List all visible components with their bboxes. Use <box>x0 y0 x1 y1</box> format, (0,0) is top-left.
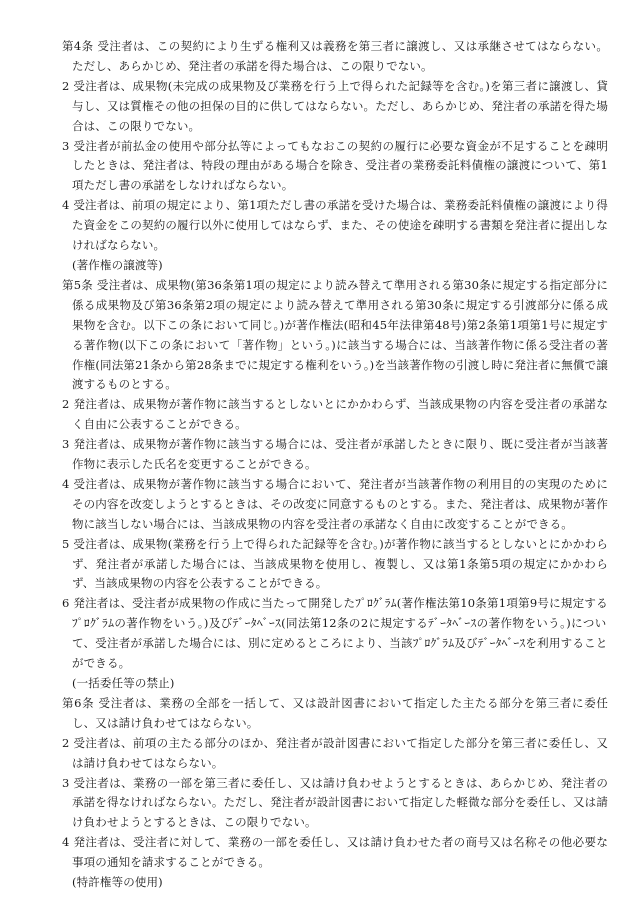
article-5-para-2: 2 発注者は、成果物が著作物に該当するとしないとにかかわらず、当該成果物の内容を受注者の承諾なく自由に公表することができる。 <box>62 397 608 432</box>
heading-copyright-transfer: (著作権の譲渡等) <box>72 257 163 272</box>
article-5-para-6: 6 発注者は、受注者が成果物の作成に当たって開発したﾌﾟﾛｸﾞﾗﾑ(著作権法第10条第1項第9号に規定するﾌﾟﾛｸﾞﾗﾑの著作物をいう。)及びﾃﾞｰﾀﾍﾞｰｽ(同法第12条の2に規定するﾃﾞｰﾀﾍﾞｰｽの著作物をいう。)について、受注者が承諾した場合には、別に定めるところにより、当該ﾌﾟﾛｸﾞﾗﾑ及びﾃﾞｰﾀﾍﾞｰｽを利用することができる。 <box>62 596 608 671</box>
article-6-para-2: 2 受注者は、前項の主たる部分のほか、発注者が設計図書において指定した部分を第三者に委任し、又は請け負わせてはならない。 <box>62 735 608 770</box>
heading-prohibition-of-subcontracting: (一括委任等の禁止) <box>72 676 175 690</box>
article-4-para-2: 2 受注者は、成果物(未完成の成果物及び業務を行う上で得られた記録等を含む。)を第三者に譲渡し、貸与し、又は質権その他の担保の目的に供してはならない。ただし、あらかじめ、発注者の承諾を得た場合は、この限りでない。 <box>62 78 608 133</box>
article-6-para-1: 第6条 受注者は、業務の全部を一括して、又は設計図書において指定した主たる部分を第三者に委任し、又は請け負わせてはならない。 <box>62 695 608 730</box>
article-4-para-3: 3 受注者が前払金の使用や部分払等によってもなおこの契約の履行に必要な資金が不足することを疎明したときは、発注者は、特段の理由がある場合を除き、受注者の業務委託料債権の譲渡について、第1項ただし書の承諾をしなければならない。 <box>62 138 608 193</box>
article-5-para-5: 5 受注者は、成果物(業務を行う上で得られた記録等を含む。)が著作物に該当するとしないとにかかわらず、発注者が承諾した場合には、当該成果物を使用し、複製し、又は第1条第5項の規定にかかわらず、当該成果物の内容を公表することができる。 <box>62 536 608 591</box>
article-6-para-4: 4 発注者は、受注者に対して、業務の一部を委任し、又は請け負わせた者の商号又は名称その他必要な事項の通知を請求することができる。 <box>62 835 608 870</box>
heading-use-of-patent-rights: (特許権等の使用) <box>72 875 163 890</box>
article-5-para-4: 4 受注者は、成果物が著作物に該当する場合において、発注者が当該著作物の利用目的の実現のためにその内容を改変しようとするときは、その改変に同意するものとする。また、発注者は、成果物が著作物に該当しない場合には、当該成果物の内容を受注者の承諾なく自由に改変することができる。 <box>62 476 608 531</box>
article-4-para-1: 第4条 受注者は、この契約により生ずる権利又は義務を第三者に譲渡し、又は承継させてはならない。ただし、あらかじめ、発注者の承諾を得た場合は、この限りでない。 <box>62 39 608 73</box>
article-6-para-3: 3 受注者は、業務の一部を第三者に委任し、又は請け負わせようとするときは、あらかじめ、発注者の承諾を得なければならない。ただし、発注者が設計図書において指定した軽微な部分を委任し、又は請け負わせようとするときは、この限りでない。 <box>62 775 608 830</box>
article-4-para-4: 4 受注者は、前項の規定により、第1項ただし書の承諾を受けた場合は、業務委託料債権の譲渡により得た資金をこの契約の履行以外に使用してはならず、また、その使途を疎明する書類を発注者に提出しなければならない。 <box>62 198 608 253</box>
article-5-para-3: 3 発注者は、成果物が著作物に該当する場合には、受注者が承諾したときに限り、既に受注者が当該著作物に表示した氏名を変更することができる。 <box>62 437 608 472</box>
article-5-para-1: 第5条 受注者は、成果物(第36条第1項の規定により読み替えて準用される第30条に規定する指定部分に係る成果物及び第36条第2項の規定により読み替えて準用される第30条に規定する引渡部分に係る成果物を含む。以下この条において同じ。)が著作権法(昭和45年法律第48号)第2条第1項第1号に規定する著作物(以下この条において「著作物」という。)に該当する場合には、当該著作物に係る受注者の著作権(同法第21条から第28条までに規定する権利をいう。)を当該著作物の引渡し時に発注者に無償で譲渡するものとする。 <box>62 277 608 392</box>
